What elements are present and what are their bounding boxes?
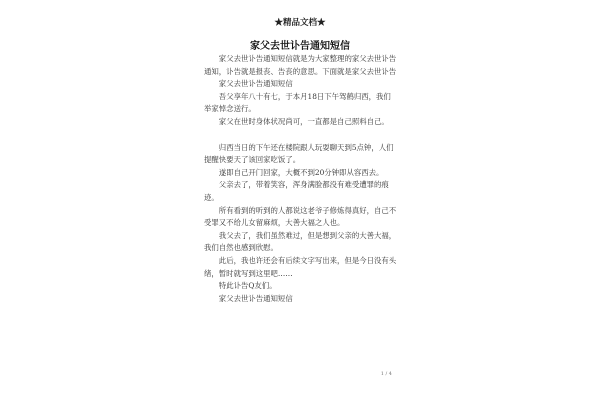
document-title: 家父去世讣告通知短信 (250, 41, 350, 52)
paragraph-7: 我父去了，我们虽然难过，但是想到父亲的大善大福，我们自然也感到欣慰。 (204, 230, 397, 253)
paragraph-8: 此后，我也许还会有后续文字写出来，但是今日没有头绪，暂时就写到这里吧…… (204, 255, 397, 278)
paragraph-6: 所有看到的听到的人都说这老爷子修炼得真好，自己不受罪又不给儿女留麻烦，大善大福之人也。 (204, 205, 397, 228)
paragraph-subtitle: 家父去世讣告通知短信 (218, 79, 293, 89)
paragraph-gap (204, 129, 398, 142)
paragraph-3: 归西当日的下午还在楼院跟人玩耍聊天到5点钟，人们提醒快要天了该回家吃饭了。 (204, 142, 394, 165)
paragraph-5: 父亲去了，带着笑容，浑身满脸都没有难受遭罪的痕迹。 (204, 180, 389, 202)
paragraph-intro: 家父去世讣告通知短信就是为大家整理的家父去世讣告通知，讣告就是报丧、告丧的意思。下面就是家父去世讣告 (204, 54, 397, 76)
document-header: ★精品文档★ (274, 18, 326, 28)
page-number: 1 / 4 (380, 371, 392, 377)
paragraph-1: 吾父享年八十有七，于本月18日下午驾鹤归西，我们举家悼念送行。 (204, 91, 391, 114)
paragraph-9: 特此讣告Q友们。 (218, 281, 277, 291)
paragraph-4: 遂即自己开门回家，大概不到20分钟即从容西去。 (218, 167, 384, 177)
document-body (204, 53, 398, 305)
paragraph-closing: 家父去世讣告通知短信 (218, 293, 293, 303)
paragraph-2: 家父在世时身体状况尚可，一直都是自己照料自己。 (218, 116, 389, 126)
